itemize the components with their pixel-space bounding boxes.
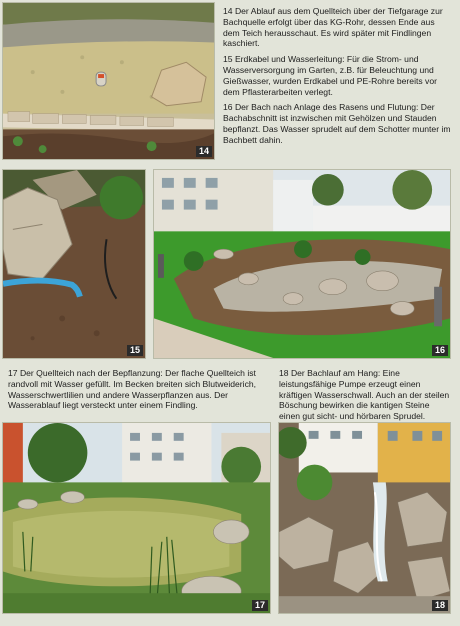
caption-14: 14 Der Ablauf aus dem Quellteich über der Tiefgarage zur Bachquelle erfolgt über das KG-Rohr, dessen Ende aus dem Teich herausschaut. Es wird später mit Findlingen kaschiert.	[223, 6, 443, 49]
photo-number-17: 17	[252, 600, 268, 611]
photo-15	[2, 169, 146, 359]
caption-18: 18 Der Bachlauf am Hang: Eine leistungsfähige Pumpe erzeugt einen kräftigen Wasserschwall. Auch an der steilen Böschung bewirken die kantigen Steine einen gut sicht- und hörbaren Sprudel.	[279, 368, 450, 422]
photo-number-16: 16	[432, 345, 448, 356]
photo-17	[2, 422, 271, 614]
photo-17-image	[3, 423, 270, 613]
photo-15-image	[3, 170, 145, 358]
photo-16-image	[154, 170, 450, 358]
caption-15: 15 Erdkabel und Wasserleitung: Für die Strom- und Wasserversorgung im Garten, z.B. für Beleuchtung und Gießwasser, wurden Erdkabel und PE-Rohre bereits vor dem Pflasterarbeiten verlegt.	[223, 54, 437, 97]
caption-16: 16 Der Bach nach Anlage des Rasens und Flutung: Der Bachabschnitt ist inzwischen mit Gehölzen und Stauden bepflanzt. Das Wasser sprudelt auf dem Schotter munter im Bachbett dahin.	[223, 102, 451, 145]
photo-number-18: 18	[432, 600, 448, 611]
caption-17: 17 Der Quellteich nach der Bepflanzung: Der flache Quellteich ist randvoll mit Wasser gefüllt. Im Becken breiten sich Blutweiderich, Wasserschwertlilien und andere Wasserpflanzen aus. Der Wasserablauf liegt versteckt unter einem Findling.	[8, 368, 257, 411]
caption-block-17	[8, 368, 270, 416]
photo-18	[278, 422, 451, 614]
photo-number-14: 14	[196, 146, 212, 157]
photo-number-15: 15	[127, 345, 143, 356]
photo-18-image	[279, 423, 450, 613]
photo-14-image	[3, 3, 214, 159]
caption-block-top-right	[223, 6, 453, 151]
photo-16	[153, 169, 451, 359]
photo-14	[2, 2, 215, 160]
caption-block-18	[279, 368, 451, 427]
